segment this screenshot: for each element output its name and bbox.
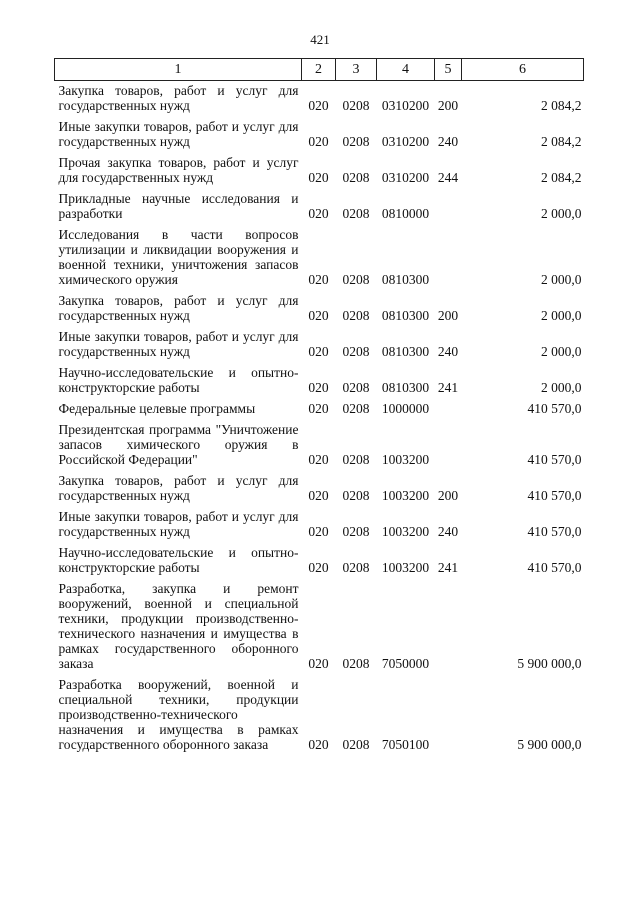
row-col-5 xyxy=(435,225,462,291)
row-amount: 5 900 000,0 xyxy=(517,656,582,671)
row-col-4: 0810300 xyxy=(381,308,430,323)
row-col-4: 0810300 xyxy=(381,344,430,359)
row-col-2: 020 xyxy=(308,206,329,221)
row-col-5: 200 xyxy=(437,98,459,113)
row-col-2: 020 xyxy=(308,344,329,359)
row-col-2: 020 xyxy=(308,452,329,467)
row-col-5 xyxy=(435,399,462,420)
row-description: Закупка товаров, работ и услуг для государственных нужд xyxy=(58,293,299,323)
row-description: Научно-исследовательские и опытно-конструкторские работы xyxy=(58,365,299,395)
row-col-2: 020 xyxy=(308,170,329,185)
row-description: Иные закупки товаров, работ и услуг для государственных нужд xyxy=(58,329,299,359)
row-description: Закупка товаров, работ и услуг для государственных нужд xyxy=(58,473,299,503)
row-col-4: 1003200 xyxy=(381,452,430,467)
row-amount: 410 570,0 xyxy=(527,488,582,503)
row-col-5: 241 xyxy=(437,380,459,395)
row-amount: 410 570,0 xyxy=(527,524,582,539)
row-col-3: 0208 xyxy=(342,488,370,503)
table-body xyxy=(55,81,584,757)
row-description: Иные закупки товаров, работ и услуг для государственных нужд xyxy=(58,509,299,539)
row-col-2: 020 xyxy=(308,134,329,149)
table-row xyxy=(55,507,584,543)
row-col-4: 0310200 xyxy=(381,98,430,113)
row-col-3: 0208 xyxy=(342,560,370,575)
row-amount: 2 000,0 xyxy=(541,308,582,323)
row-col-5: 241 xyxy=(437,560,459,575)
row-description: Исследования в части вопросов утилизации и ликвидации вооружения и военной техники, уничтожения запасов химического оружия xyxy=(58,227,299,287)
row-col-2: 020 xyxy=(308,272,329,287)
row-amount: 410 570,0 xyxy=(527,560,582,575)
row-col-2: 020 xyxy=(308,308,329,323)
row-amount: 2 000,0 xyxy=(541,206,582,221)
row-description: Научно-исследовательские и опытно-конструкторские работы xyxy=(58,545,299,575)
row-amount: 410 570,0 xyxy=(527,452,582,467)
row-col-3: 0208 xyxy=(342,98,370,113)
row-col-2: 020 xyxy=(308,401,329,416)
row-col-3: 0208 xyxy=(342,134,370,149)
row-description: Президентская программа "Уничтожение запасов химического оружия в Российской Федерации" xyxy=(58,422,299,467)
table-row xyxy=(55,579,584,675)
row-col-4: 0810000 xyxy=(381,206,430,221)
table-row xyxy=(55,153,584,189)
row-amount: 2 084,2 xyxy=(541,170,582,185)
row-description: Прикладные научные исследования и разработки xyxy=(58,191,299,221)
row-col-2: 020 xyxy=(308,560,329,575)
row-col-3: 0208 xyxy=(342,737,370,752)
table-row xyxy=(55,543,584,579)
row-amount: 2 000,0 xyxy=(541,272,582,287)
table-row xyxy=(55,81,584,118)
row-amount: 410 570,0 xyxy=(527,401,582,416)
table-row xyxy=(55,291,584,327)
row-col-2: 020 xyxy=(308,98,329,113)
table-row xyxy=(55,225,584,291)
row-col-5 xyxy=(435,579,462,675)
header-col-5: 5 xyxy=(435,59,462,81)
row-col-3: 0208 xyxy=(342,380,370,395)
row-col-3: 0208 xyxy=(342,656,370,671)
row-description: Закупка товаров, работ и услуг для государственных нужд xyxy=(58,83,299,113)
row-col-2: 020 xyxy=(308,524,329,539)
row-description: Федеральные целевые программы xyxy=(58,401,256,416)
row-col-2: 020 xyxy=(308,488,329,503)
row-col-5: 200 xyxy=(437,488,459,503)
row-col-5: 240 xyxy=(437,344,459,359)
header-col-1: 1 xyxy=(55,59,302,81)
row-description: Разработка, закупка и ремонт вооружений, военной и специальной техники, продукции производственно-технического назначения и имущества в рамках государственного оборонного заказа xyxy=(58,581,299,671)
row-amount: 2 084,2 xyxy=(541,134,582,149)
table-row xyxy=(55,420,584,471)
row-col-5: 200 xyxy=(437,308,459,323)
row-description: Разработка вооружений, военной и специальной техники, продукции производственно-технического назначения и имущества в рамках государственного оборонного заказа xyxy=(58,677,299,752)
table-row xyxy=(55,327,584,363)
row-col-3: 0208 xyxy=(342,452,370,467)
header-col-2: 2 xyxy=(302,59,336,81)
row-col-4: 1003200 xyxy=(381,488,430,503)
row-amount: 2 000,0 xyxy=(541,344,582,359)
table-header xyxy=(55,59,584,81)
row-col-3: 0208 xyxy=(342,170,370,185)
row-col-5: 240 xyxy=(437,134,459,149)
page-number: 421 xyxy=(310,32,330,47)
row-col-4: 0310200 xyxy=(381,170,430,185)
row-col-2: 020 xyxy=(308,656,329,671)
table-row xyxy=(55,471,584,507)
row-col-5 xyxy=(435,675,462,756)
row-col-3: 0208 xyxy=(342,344,370,359)
table-row xyxy=(55,189,584,225)
row-col-3: 0208 xyxy=(342,401,370,416)
row-col-2: 020 xyxy=(308,737,329,752)
row-col-4: 7050100 xyxy=(381,737,430,752)
row-description: Прочая закупка товаров, работ и услуг для государственных нужд xyxy=(58,155,299,185)
row-col-3: 0208 xyxy=(342,308,370,323)
row-col-5: 240 xyxy=(437,524,459,539)
row-col-4: 7050000 xyxy=(381,656,430,671)
row-col-4: 1000000 xyxy=(381,401,430,416)
row-col-2: 020 xyxy=(308,380,329,395)
row-col-5 xyxy=(435,420,462,471)
row-amount: 2 000,0 xyxy=(541,380,582,395)
row-col-4: 1003200 xyxy=(381,560,430,575)
table-row xyxy=(55,363,584,399)
row-col-3: 0208 xyxy=(342,272,370,287)
row-col-3: 0208 xyxy=(342,524,370,539)
row-description: Иные закупки товаров, работ и услуг для государственных нужд xyxy=(58,119,299,149)
row-col-4: 0810300 xyxy=(381,380,430,395)
budget-table xyxy=(54,58,584,756)
row-col-4: 0310200 xyxy=(381,134,430,149)
row-col-5 xyxy=(435,189,462,225)
row-col-5: 244 xyxy=(437,170,459,185)
header-col-6: 6 xyxy=(462,59,584,81)
table-row xyxy=(55,117,584,153)
row-col-3: 0208 xyxy=(342,206,370,221)
row-amount: 5 900 000,0 xyxy=(517,737,582,752)
header-col-4: 4 xyxy=(377,59,435,81)
table-row xyxy=(55,399,584,420)
row-amount: 2 084,2 xyxy=(541,98,582,113)
row-col-4: 0810300 xyxy=(381,272,430,287)
row-col-4: 1003200 xyxy=(381,524,430,539)
table-row xyxy=(55,675,584,756)
header-col-3: 3 xyxy=(336,59,377,81)
